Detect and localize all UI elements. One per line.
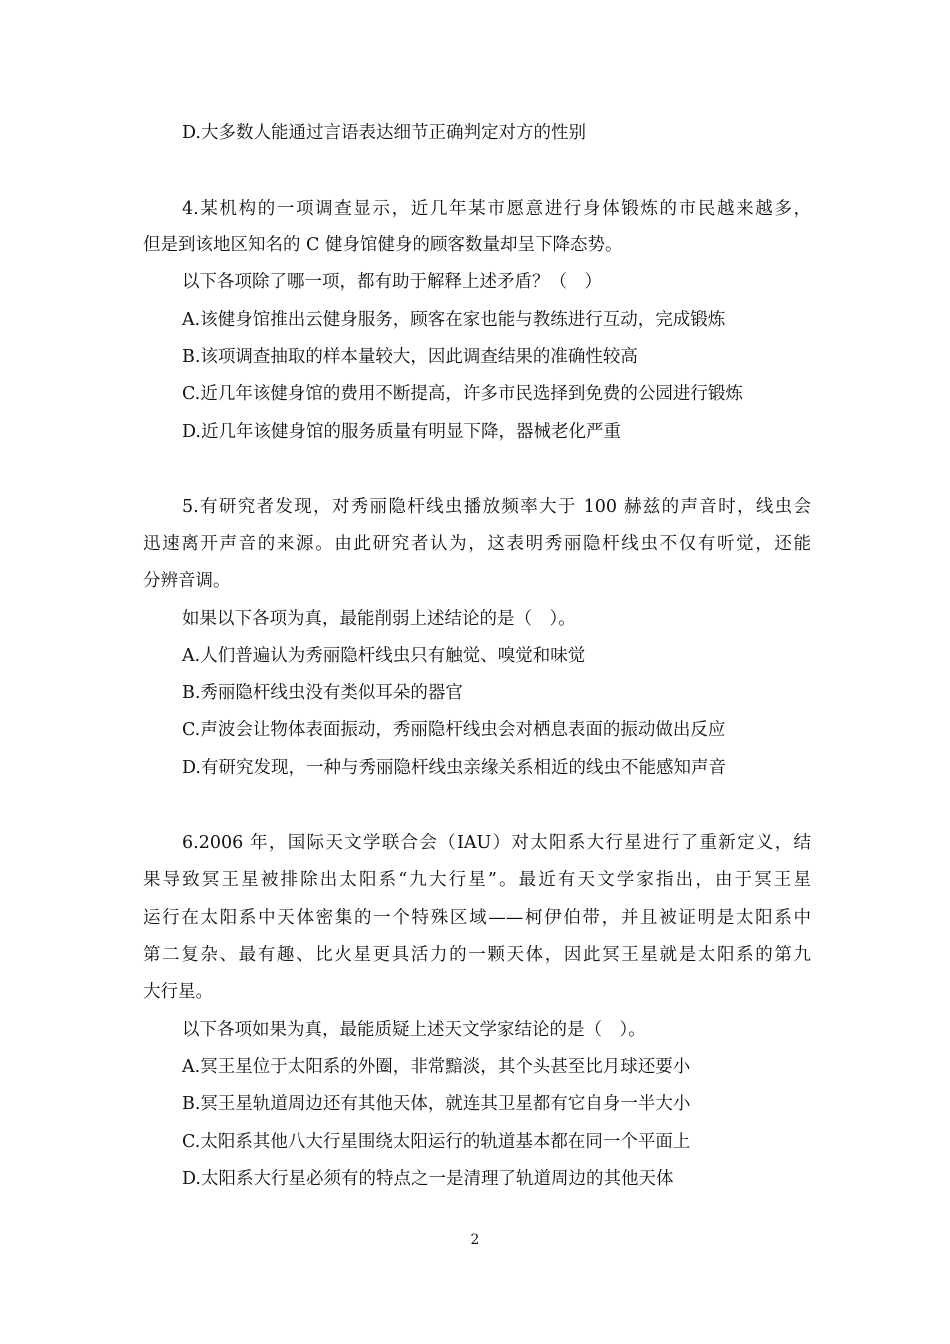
q5-stem-line2: 迅速离开声音的来源。由此研究者认为，这表明秀丽隐杆线虫不仅有听觉，还能 bbox=[143, 534, 811, 554]
q5-prompt: 如果以下各项为真，最能削弱上述结论的是（ ）。 bbox=[182, 609, 576, 629]
q6-stem-line5: 大行星。 bbox=[143, 982, 213, 1002]
q6-prompt: 以下各项如果为真，最能质疑上述天文学家结论的是（ ）。 bbox=[182, 1020, 646, 1040]
q4-prompt: 以下各项除了哪一项，都有助于解释上述矛盾？（ ） bbox=[182, 272, 602, 292]
q6-stem-line3: 运行在太阳系中天体密集的一个特殊区域——柯伊伯带，并且被证明是太阳系中 bbox=[143, 908, 811, 928]
q6-option-b: B.冥王星轨道周边还有其他天体，就连其卫星都有它自身一半大小 bbox=[182, 1094, 691, 1114]
q4-stem-line1: 4.某机构的一项调查显示，近几年某市愿意进行身体锻炼的市民越来越多， bbox=[182, 199, 811, 219]
q5-stem-line1: 5.有研究者发现，对秀丽隐杆线虫播放频率大于 100 赫兹的声音时，线虫会 bbox=[182, 497, 811, 517]
q4-stem-line2: 但是到该地区知名的 C 健身馆健身的顾客数量却呈下降态势。 bbox=[143, 235, 623, 255]
q6-option-d: D.太阳系大行星必须有的特点之一是清理了轨道周边的其他天体 bbox=[182, 1169, 674, 1189]
q4-option-a: A.该健身馆推出云健身服务，顾客在家也能与教练进行互动，完成锻炼 bbox=[182, 310, 726, 330]
q6-stem-line1: 6.2006 年，国际天文学联合会（IAU）对太阳系大行星进行了重新定义，结 bbox=[182, 833, 811, 853]
page-number: 2 bbox=[470, 1232, 480, 1248]
q5-option-c: C.声波会让物体表面振动，秀丽隐杆线虫会对栖息表面的振动做出反应 bbox=[182, 720, 726, 740]
q3-option-d: D.大多数人能通过言语表达细节正确判定对方的性别 bbox=[182, 123, 586, 143]
q6-option-c: C.太阳系其他八大行星围绕太阳运行的轨道基本都在同一个平面上 bbox=[182, 1132, 691, 1152]
q4-option-d: D.近几年该健身馆的服务质量有明显下降，器械老化严重 bbox=[182, 422, 621, 442]
q6-stem-line2: 果导致冥王星被排除出太阳系“九大行星”。最近有天文学家指出，由于冥王星 bbox=[143, 870, 811, 890]
q5-option-a: A.人们普遍认为秀丽隐杆线虫只有触觉、嗅觉和味觉 bbox=[182, 646, 586, 666]
q5-option-d: D.有研究发现，一种与秀丽隐杆线虫亲缘关系相近的线虫不能感知声音 bbox=[182, 758, 726, 778]
q6-stem-line4: 第二复杂、最有趣、比火星更具活力的一颗天体，因此冥王星就是太阳系的第九 bbox=[143, 945, 811, 965]
q5-option-b: B.秀丽隐杆线虫没有类似耳朵的器官 bbox=[182, 683, 463, 703]
q4-option-c: C.近几年该健身馆的费用不断提高，许多市民选择到免费的公园进行锻炼 bbox=[182, 384, 743, 404]
q4-option-b: B.该项调查抽取的样本量较大，因此调查结果的准确性较高 bbox=[182, 347, 638, 367]
q5-stem-line3: 分辨音调。 bbox=[143, 571, 231, 591]
q6-option-a: A.冥王星位于太阳系的外圈，非常黯淡，其个头甚至比月球还要小 bbox=[182, 1057, 691, 1077]
